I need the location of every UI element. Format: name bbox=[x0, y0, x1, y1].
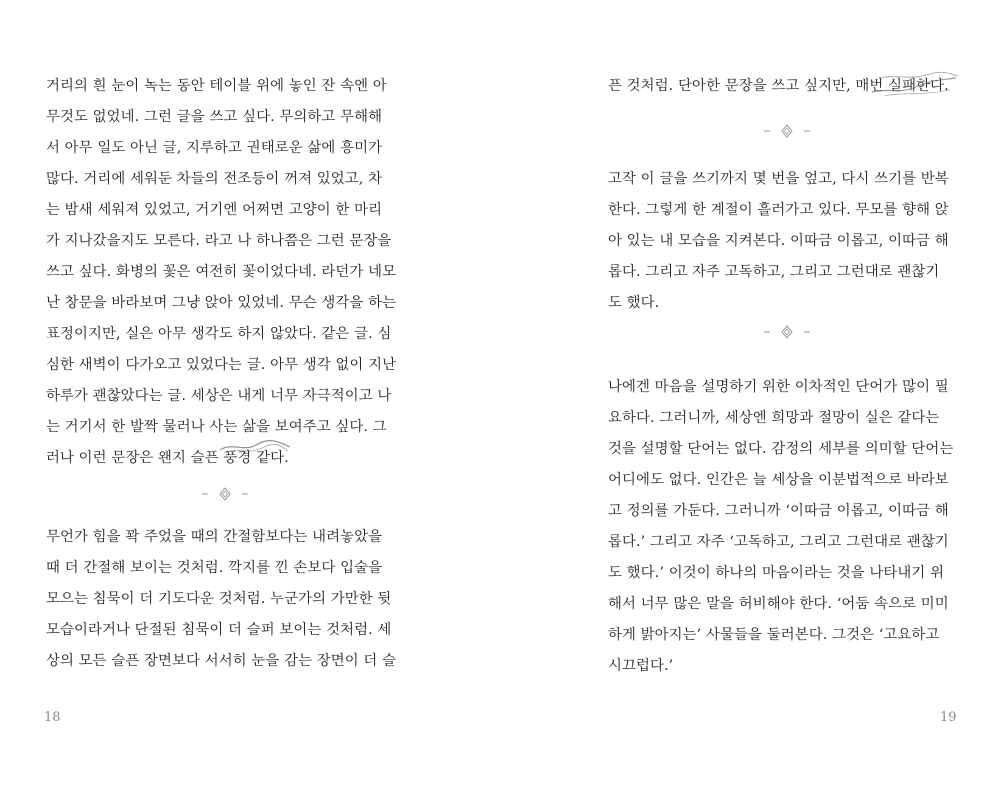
text-line: 표정이지만, 실은 아무 생각도 하지 않았다. 같은 글. 심 bbox=[46, 326, 392, 342]
right-paragraph-3 bbox=[608, 372, 964, 682]
text-line: 나에겐 마음을 설명하기 위한 이차적인 단어가 많이 필 bbox=[608, 379, 949, 395]
text-line: 해서 너무 많은 말을 허비해야 한다. ‘어둠 속으로 미미 bbox=[608, 596, 949, 612]
text-line: 시끄럽다.’ bbox=[608, 658, 674, 674]
left-paragraph-1 bbox=[46, 71, 456, 474]
text-line: 것을 설명할 단어는 없다. 감정의 세부를 의미할 단어는 bbox=[608, 441, 954, 457]
text-line: 하루가 괜찮았다는 글. 세상은 내게 너무 자극적이고 나 bbox=[46, 388, 392, 404]
text-line: 롭다.’ 그리고 자주 ‘고독하고, 그리고 그런대로 괜찮기 bbox=[608, 534, 949, 550]
text-line: 는 밤새 세워져 있었고, 거기엔 어쩌면 고양이 한 마리 bbox=[46, 202, 383, 218]
diamond-divider-icon bbox=[762, 324, 812, 340]
text-line: 도 했다.’ 이것이 하나의 마음이라는 것을 나타내기 위 bbox=[608, 565, 945, 581]
text-line: 롭다. 그리고 자주 고독하고, 그리고 그런대로 괜찮기 bbox=[608, 264, 940, 280]
text-line: 상의 모든 슬픈 장면보다 서서히 눈을 감는 장면이 더 슬 bbox=[46, 653, 397, 669]
diamond-divider-icon bbox=[200, 486, 250, 502]
text-line: 무언가 힘을 꽉 주었을 때의 간절함보다는 내려놓았을 bbox=[46, 529, 383, 545]
text-line: 픈 것처럼. 단아한 문장을 쓰고 싶지만, 매번 실패한다. bbox=[608, 78, 949, 94]
text-line: 때 더 간절해 보이는 것처럼. 깍지를 낀 손보다 입술을 bbox=[46, 560, 383, 576]
text-line: 아 있는 내 모습을 지켜본다. 이따금 이롭고, 이따금 해 bbox=[608, 233, 949, 249]
text-line: 도 했다. bbox=[608, 295, 660, 311]
text-line: 고 정의를 가둔다. 그러니까 ‘이따금 이롭고, 이따금 해 bbox=[608, 503, 949, 519]
text-line: 고작 이 글을 쓰기까지 몇 번을 엎고, 다시 쓰기를 반복 bbox=[608, 171, 949, 187]
text-line: 가 지나갔을지도 모른다. 라고 나 하나쯤은 그런 문장을 bbox=[46, 233, 392, 249]
text-line: 심한 새벽이 다가오고 있었다는 글. 아무 생각 없이 지난 bbox=[46, 357, 397, 373]
text-line: 러나 이런 문장은 왠지 슬픈 풍경 같다. bbox=[46, 450, 289, 466]
diamond-divider-icon bbox=[762, 123, 812, 139]
text-line: 는 거기서 한 발짝 물러나 사는 삶을 보여주고 싶다. 그 bbox=[46, 419, 387, 435]
text-line: 한다. 그렇게 한 계절이 흘러가고 있다. 무모를 향해 앉 bbox=[608, 202, 949, 218]
text-line: 모습이라거나 단절된 침묵이 더 슬퍼 보이는 것처럼. 세 bbox=[46, 622, 392, 638]
right-page bbox=[500, 0, 1000, 785]
text-line: 요하다. 그러니까, 세상엔 희망과 절망이 실은 같다는 bbox=[608, 410, 940, 426]
text-line: 많다. 거리에 세워둔 차들의 전조등이 꺼져 있었고, 차 bbox=[46, 171, 383, 187]
text-line: 난 창문을 바라보며 그냥 앉아 있었네. 무슨 생각을 하는 bbox=[46, 295, 397, 311]
text-line: 무것도 없었네. 그런 글을 쓰고 싶다. 무의하고 무해해 bbox=[46, 109, 383, 125]
right-paragraph-1 bbox=[608, 71, 964, 102]
text-line: 거리의 흰 눈이 녹는 동안 테이블 위에 놓인 잔 속엔 아 bbox=[46, 78, 387, 94]
text-line: 어디에도 없다. 인간은 늘 세상을 이분법적으로 바라보 bbox=[608, 472, 949, 488]
text-line: 모으는 침묵이 더 기도다운 것처럼. 누군가의 가만한 뒷 bbox=[46, 591, 392, 607]
page-number-right: 19 bbox=[940, 710, 957, 725]
text-line: 쓰고 싶다. 화병의 꽃은 여전히 꽃이었다네. 라던가 네모 bbox=[46, 264, 397, 280]
text-line: 서 아무 일도 아닌 글, 지루하고 권태로운 삶에 흥미가 bbox=[46, 140, 383, 156]
text-line: 하게 밝아지는’ 사물들을 둘러본다. 그것은 ‘고요하고 bbox=[608, 627, 940, 643]
page-number-left: 18 bbox=[44, 710, 61, 725]
left-paragraph-2 bbox=[46, 522, 456, 677]
right-paragraph-2 bbox=[608, 164, 964, 319]
